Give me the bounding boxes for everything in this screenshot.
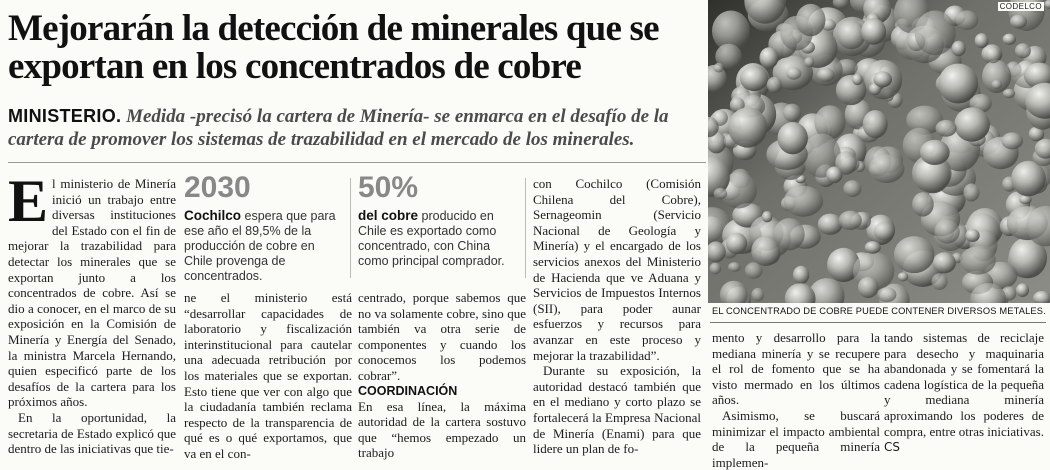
copper-concentrate-photo [708,0,1050,303]
concentrate-bubble [826,167,842,184]
concentrate-bubble [920,140,950,165]
concentrate-bubble [863,110,888,138]
concentrate-bubble [804,57,814,67]
paragraph: centrado, porque sabemos que no va solamente cobre, sino que también va otra serie de componentes y cuando los conocemos los podemos cobrar”. [358,290,526,383]
fact-body: producido en Chile es exportado como concentrado, con China como principal comprador. [358,209,505,268]
paragraph: mento y desarrollo para la mediana minería y se recupere el rol de fomento que se ha visto mermado en los últimos años. [712,330,880,408]
concentrate-bubble [1010,15,1027,29]
end-mark: CS [884,440,900,455]
concentrate-bubble [952,41,966,56]
concentrate-bubble [963,183,979,201]
concentrate-bubble [728,262,741,272]
concentrate-bubble [960,246,996,274]
concentrate-bubble [726,233,747,254]
paragraph: con Cochilco (Comisión Chilena del Cobre), Sernageomin (Servicio Nacional de Geología y Minería) y el encargado de los servicios anexos del Ministerio de Hacienda que ve Aduana y Servicios de Impuestos Internos (SII), para poder aunar esfuerzos y recursos para avanzar en este proceso y mejorar la trazabilidad”. [533,176,701,363]
concentrate-bubble [858,277,879,298]
deck-text: Medida -precisó la cartera de Minería- se enmarca en el desafío de la cartera de promover los sistemas de trazabilidad en el mercado de los minerales. [8,106,669,150]
concentrate-bubble [783,104,801,122]
deck [8,105,708,151]
fact-box-50 [358,172,518,269]
concentrate-bubble [818,214,843,235]
article-column-2 [184,290,352,462]
concentrate-bubble [714,63,724,73]
concentrate-bubble [956,10,979,30]
concentrate-bubble [793,266,809,284]
concentrate-bubble [935,220,960,244]
concentrate-bubble [912,192,934,216]
concentrate-bubble [965,229,979,242]
paragraph: Durante su exposición, la autoridad destacó también que en el mediano y corto plazo se fortalecerá la Empresa Nacional de Minería (Enami) para que lidere un plan de fo- [533,363,701,457]
concentrate-bubble [986,47,1001,63]
concentrate-bubble [1016,283,1029,297]
fact-number: 50% [358,171,419,204]
concentrate-bubble [933,252,956,273]
concentrate-bubble [767,77,782,93]
photo-credit: CODELCO [999,2,1042,11]
article-column-5 [712,330,880,470]
article-column-6 [884,330,1044,456]
concentrate-bubble [852,74,863,86]
concentrate-bubble [915,11,956,56]
concentrate-bubble [1011,161,1046,197]
concentrate-bubble [865,241,881,254]
concentrate-bubble [778,122,808,154]
article-column-4 [533,176,701,457]
caption-divider [710,322,1046,323]
fact-box-2030 [184,172,344,284]
concentrate-bubble [954,107,990,141]
concentrate-bubble [894,236,935,273]
paragraph [884,330,1044,456]
concentrate-bubble [874,222,895,240]
concentrate-bubble [869,154,905,183]
fact-lead: Cochilco [184,208,242,223]
concentrate-bubble [762,211,773,222]
deck-tag: MINISTERIO. [8,106,122,126]
fact-divider [525,178,526,278]
paragraph-text: tando sistemas de reciclaje para desecho y maquinaria abandonada y se fomentará la cadena logística de la pequeña y mediana minería aproximando los poderes de compra, entre otras iniciativas. [884,330,1044,439]
fact-lead: del cobre [358,208,419,223]
concentrate-bubble [938,64,978,104]
concentrate-bubble [752,288,765,302]
concentrate-bubble [991,80,1002,89]
article-column-3 [358,290,526,461]
concentrate-bubble [1003,89,1015,98]
concentrate-bubble [714,188,728,199]
concentrate-bubble [861,18,886,44]
headline: Mejorarán la detección de minerales que se exportan en los concentrados de cobre [8,8,659,87]
concentrate-bubble [784,186,823,217]
fact-text [184,208,344,284]
divider [8,162,706,163]
photo-image [708,0,1050,303]
concentrate-bubble [786,67,801,79]
subhead: COORDINACIÓN [358,383,458,398]
paragraph: ne el ministerio está “desarrollar capacidades de laboratorio y fiscalización interinstitucional para cautelar una adecuada retribución por los materiales que se exportan. Esto tiene que ver con algo que la ciudadanía también reclama respecto de la transparencia de qué es o qué exportamos, que va en el con- [184,290,352,461]
fact-body: espera que para ese año el 89,5% de la producción de cobre en Chile provenga de concentrados. [184,209,336,283]
concentrate-bubble [1003,34,1016,45]
concentrate-bubble [751,236,780,266]
concentrate-bubble [796,4,826,36]
fact-text [358,208,518,269]
concentrate-bubble [975,33,989,48]
concentrate-bubble [877,287,896,302]
concentrate-bubble [936,120,957,137]
concentrate-bubble [837,20,866,49]
concentrate-bubble [898,272,909,281]
concentrate-bubble [745,262,763,279]
fact-divider [350,178,351,278]
concentrate-bubble [1015,43,1031,58]
paragraph: En la oportunidad, la secretaria de Estado explicó que dentro de las iniciativas que tie- [8,409,176,457]
concentrate-bubble [932,273,948,290]
paragraph [8,168,176,410]
concentrate-bubble [740,66,768,91]
concentrate-bubble [817,68,835,82]
paragraph: Asimismo, se buscará minimizar el impacto ambiental de la pequeña minería implemen- [712,407,880,470]
concentrate-bubble [710,263,722,275]
concentrate-bubble [760,47,779,68]
article-column-1 [8,168,176,457]
concentrate-bubble [1001,132,1023,149]
photo-caption: EL CONCENTRADO DE COBRE PUEDE CONTENER DIVERSOS METALES. [712,306,1046,316]
dropcap: E [8,168,49,234]
paragraph: En esa línea, la máxima autoridad de la cartera sostuvo que “hemos empezado un trabajo [358,398,526,461]
fact-number: 2030 [184,171,251,204]
concentrate-bubble [873,71,892,87]
concentrate-bubble [843,180,861,197]
concentrate-bubble [839,211,862,230]
concentrate-bubble [728,107,767,147]
paragraph-text: l ministerio de Minería inició un trabajo entre diversas instituciones del Estado con el fin de mejorar la trazabilidad para detectar los minerales que se exportan junto a los concentrados de cobre. Así se dio a conocer, en el marco de su exposición en la Comisión de Minería y Energía del Senado, la ministra Marcela Hernando, quien especificó parte de los desafíos de la cartera para los próximos años. [8,176,176,410]
